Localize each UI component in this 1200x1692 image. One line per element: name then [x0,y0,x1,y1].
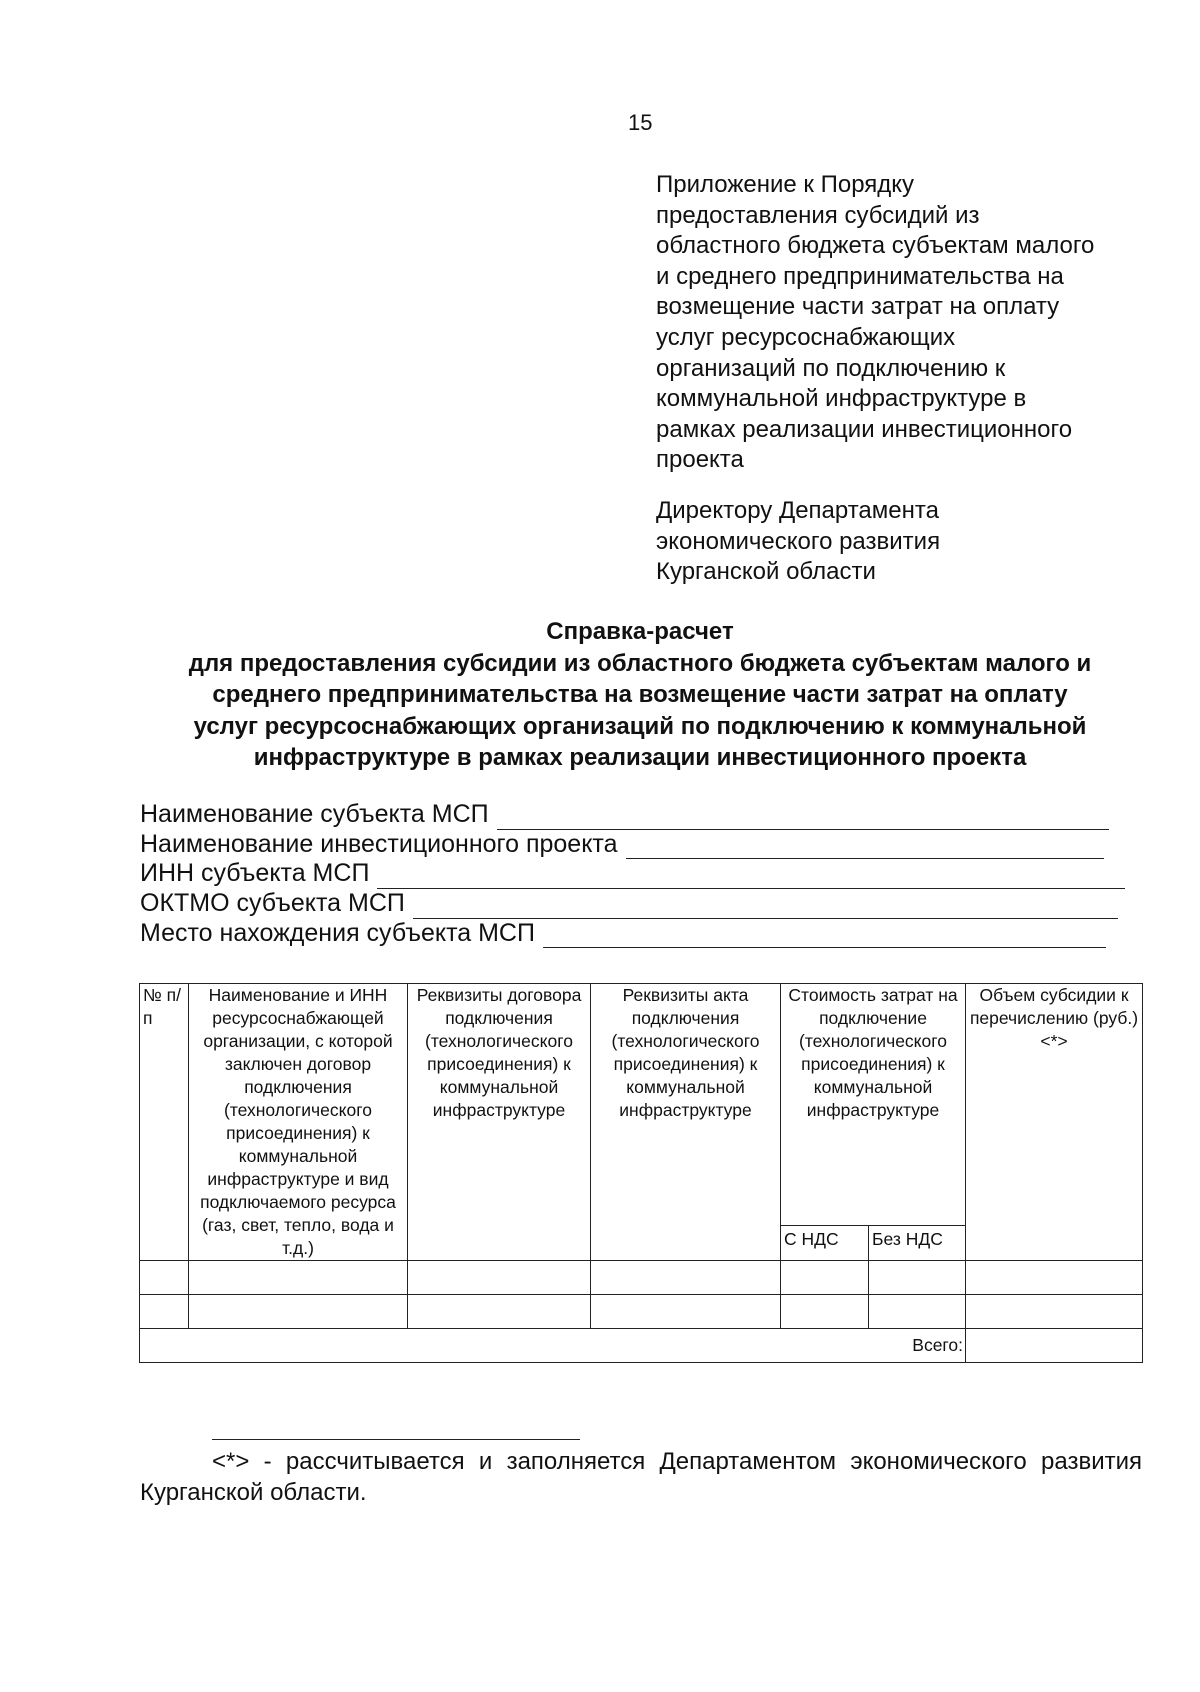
table-cell[interactable] [408,1261,591,1295]
col-act-header: Реквизиты акта подключения (технологического присоединения) к коммунальной инфраструктуре [591,984,781,1261]
fill-line[interactable] [497,807,1109,830]
field-msp-name [140,800,1140,830]
field-project-name [140,830,1140,860]
appendix-line: организаций по подключению к [656,354,1006,382]
addressee-line: Курганской области [656,558,876,586]
title-line: инфраструктуре в рамках реализации инвестиционного проекта [253,744,1027,771]
field-label: ОКТМО субъекта МСП [140,889,405,918]
field-label: Место нахождения субъекта МСП [140,918,535,947]
appendix-line: предоставления субсидий из [656,201,980,229]
appendix-line: рамках реализации инвестиционного [656,415,1073,443]
calculation-table [139,983,1143,1363]
addressee-line: экономического развития [656,527,941,555]
col-cost-vat-header: С НДС [781,1226,869,1261]
appendix-note [656,170,1156,476]
field-location [140,919,1140,949]
col-subsidy-header: Объем субсидии к перечислению (руб.) <*> [966,984,1143,1261]
footnote-divider [212,1439,580,1440]
footnote: <*> - рассчитывается и заполняется Департаментом экономического развития Курганской области. [140,1448,1142,1506]
col-cost-header: Стоимость затрат на подключение (технологического присоединения) к коммунальной инфраструктуре [781,984,966,1226]
field-label: Наименование инвестиционного проекта [140,829,618,858]
table-cell[interactable] [869,1261,966,1295]
col-contract-header: Реквизиты договора подключения (технологического присоединения) к коммунальной инфраструктуре [408,984,591,1261]
col-supplier-header: Наименование и ИНН ресурсоснабжающей организации, с которой заключен договор подключения (технологического присоединения) к коммунальной инфраструктуре и вид подключаемого ресурса (газ, свет, тепло, вода и т.д.) [189,984,408,1261]
fill-line[interactable] [377,866,1125,889]
table-cell[interactable] [189,1261,408,1295]
table-header-row [140,984,1143,1226]
field-label: ИНН субъекта МСП [140,859,370,888]
total-row [140,1329,1143,1363]
appendix-line: услуг ресурсоснабжающих [656,323,956,351]
fill-line[interactable] [626,836,1104,859]
fill-line[interactable] [543,925,1106,948]
addressee-line: Директору Департамента [656,497,939,524]
table-cell[interactable] [408,1295,591,1329]
form-fields [140,800,1140,948]
title-line: Справка-расчет [546,618,734,645]
col-number-header: № п/п [140,984,189,1261]
table-cell[interactable] [140,1295,189,1329]
table-row [140,1261,1143,1295]
table-cell[interactable] [781,1295,869,1329]
table-cell[interactable] [140,1261,189,1295]
table-cell[interactable] [781,1261,869,1295]
page-number: 15 [628,110,653,135]
appendix-line: коммунальной инфраструктуре в [656,385,1027,413]
table-cell[interactable] [966,1295,1143,1329]
table-cell[interactable] [189,1295,408,1329]
appendix-line: проекта [656,446,744,474]
table-cell[interactable] [869,1295,966,1329]
title-line: для предоставления субсидии из областного бюджета субъектам малого и [188,649,1092,677]
appendix-line: и среднего предпринимательства на [656,262,1064,290]
appendix-line: Приложение к Порядку [656,171,915,198]
table-cell[interactable] [591,1295,781,1329]
field-inn [140,859,1140,889]
total-label: Всего: [140,1329,966,1363]
table-cell[interactable] [966,1261,1143,1295]
appendix-line: возмещение части затрат на оплату [656,293,1060,321]
document-title [120,616,1160,774]
appendix-line: областного бюджета субъектам малого [656,232,1095,260]
addressee [656,496,1156,588]
fill-line[interactable] [413,896,1118,919]
total-cell[interactable] [966,1329,1143,1363]
title-line: услуг ресурсоснабжающих организаций по подключению к коммунальной [193,712,1087,740]
table-row [140,1295,1143,1329]
title-line: среднего предпринимательства на возмещение части затрат на оплату [212,681,1068,708]
field-oktmo [140,889,1140,919]
table-cell[interactable] [591,1261,781,1295]
field-label: Наименование субъекта МСП [140,799,489,828]
col-cost-novat-header: Без НДС [869,1226,966,1261]
